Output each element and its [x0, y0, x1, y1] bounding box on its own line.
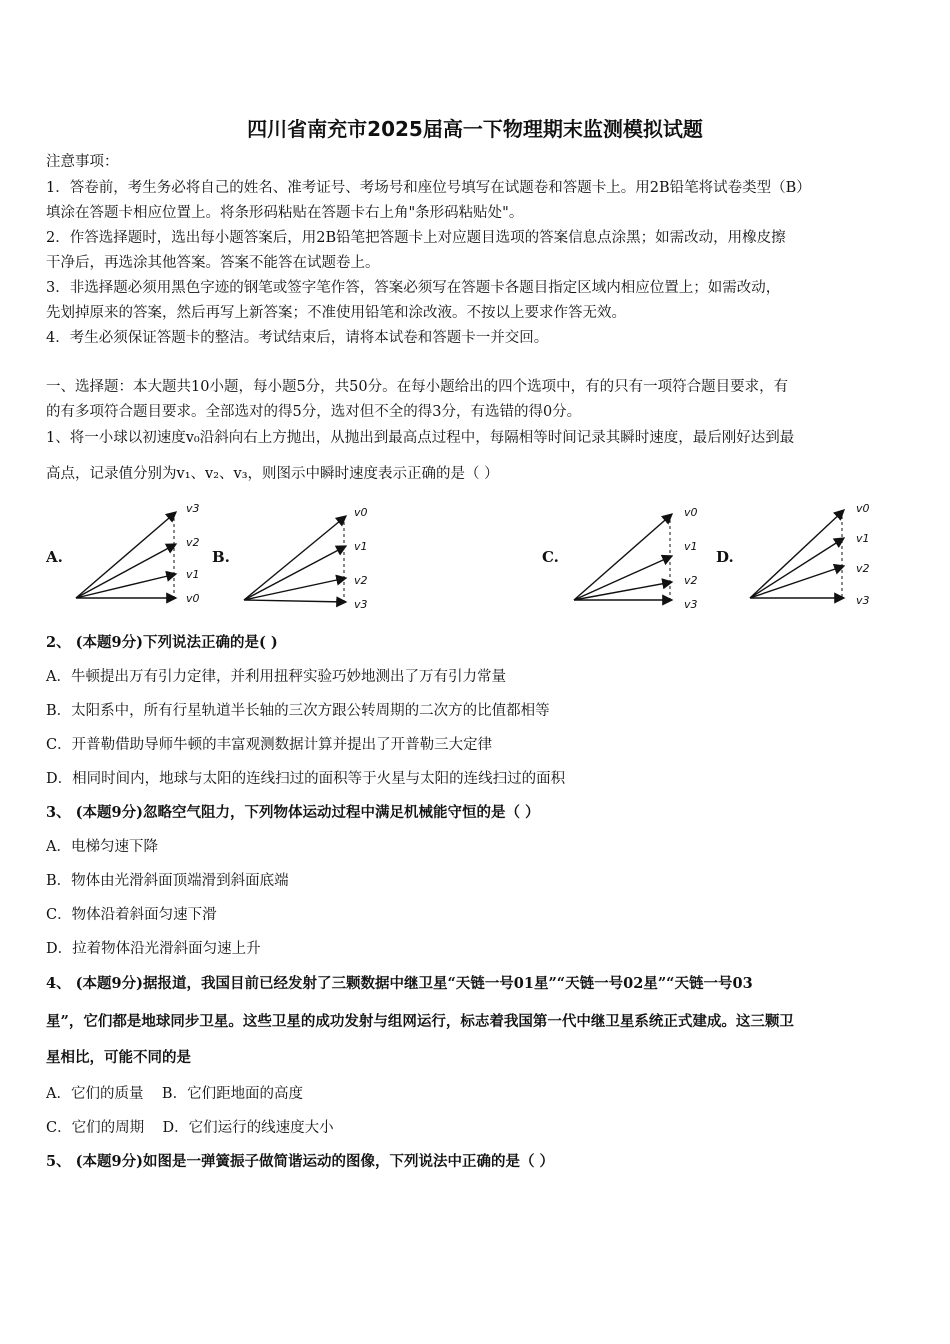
question-2-option: A．牛顿提出万有引力定律，并利用扭秤实验巧妙地测出了万有引力常量 [46, 669, 506, 685]
vector-label: v1 [354, 540, 368, 553]
question-3-option: D．拉着物体沿光滑斜面匀速上升 [46, 941, 261, 957]
question-3-option: C．物体沿着斜面匀速下滑 [46, 907, 217, 923]
notes-line: 1．答卷前，考生务必将自己的姓名、准考证号、考场号和座位号填写在试题卷和答题卡上。用2B铅笔将试卷类型（B） [46, 180, 811, 196]
vector-label: v1 [186, 568, 200, 581]
option-a-label: A. [46, 548, 63, 566]
vector-label: v1 [684, 540, 698, 553]
vector-label: v0 [186, 592, 200, 605]
question-4-stem: 星相比，可能不同的是 [46, 1049, 191, 1066]
question-3-stem: 3、 (本题9分)忽略空气阻力，下列物体运动过程中满足机械能守恒的是（ ） [46, 804, 540, 821]
vector-label: v3 [684, 598, 698, 611]
notes-heading: 注意事项： [46, 154, 119, 170]
vector-diagram-b [238, 502, 378, 614]
notes-line: 4．考生必须保证答题卡的整洁。考试结束后，请将本试卷和答题卡一并交回。 [46, 330, 549, 346]
vector-diagram-a [70, 498, 210, 610]
vector-label: v2 [684, 574, 698, 587]
question-1-stem: 1、将一小球以初速度v₀沿斜向右上方抛出，从抛出到最高点过程中，每隔相等时间记录其瞬时速度，最后刚好达到最 [46, 430, 795, 446]
question-2-option: B．太阳系中，所有行星轨道半长轴的三次方跟公转周期的二次方的比值都相等 [46, 703, 550, 719]
question-4-stem: 星”，它们都是地球同步卫星。这些卫星的成功发射与组网运行，标志着我国第一代中继卫星系统正式建成。这三颗卫 [46, 1013, 794, 1030]
vector-diagram-c [568, 500, 708, 612]
option-b-label: B. [212, 548, 230, 566]
section-instructions: 一、选择题：本大题共10小题，每小题5分，共50分。在每小题给出的四个选项中，有的只有一项符合题目要求，有 [46, 379, 789, 395]
vector-label: v3 [354, 598, 368, 611]
option-d-label: D. [716, 548, 734, 566]
question-2-stem: 2、 (本题9分)下列说法正确的是( ) [46, 634, 278, 651]
notes-line: 3．非选择题必须用黑色字迹的钢笔或签字笔作答，答案必须写在答题卡各题目指定区域内相应位置上；如需改动， [46, 280, 781, 296]
question-4-stem: 4、 (本题9分)据报道，我国目前已经发射了三颗数据中继卫星“天链一号01星”“天链一号02星”“天链一号03 [46, 975, 753, 992]
notes-line: 干净后，再选涂其他答案。答案不能答在试题卷上。 [46, 255, 380, 271]
question-4-option: C．它们的周期 D．它们运行的线速度大小 [46, 1120, 334, 1136]
vector-label: v0 [856, 502, 870, 515]
question-3-option: B．物体由光滑斜面顶端滑到斜面底端 [46, 873, 289, 889]
vector-label: v2 [354, 574, 368, 587]
notes-line: 2．作答选择题时，选出每小题答案后，用2B铅笔把答题卡上对应题目选项的答案信息点涂黑；如需改动，用橡皮擦 [46, 230, 786, 246]
question-2-option: C．开普勒借助导师牛顿的丰富观测数据计算并提出了开普勒三大定律 [46, 737, 493, 753]
notes-line: 先划掉原来的答案，然后再写上新答案；不准使用铅笔和涂改液。不按以上要求作答无效。 [46, 305, 626, 321]
vector-label: v1 [856, 532, 870, 545]
vector-label: v0 [354, 506, 368, 519]
page-title: 四川省南充市2025届高一下物理期末监测模拟试题 [247, 117, 703, 141]
question-3-option: A．电梯匀速下降 [46, 839, 158, 855]
notes-line: 填涂在答题卡相应位置上。将条形码粘贴在答题卡右上角"条形码粘贴处"。 [46, 205, 524, 221]
vector-label: v2 [186, 536, 200, 549]
vector-diagram-d [744, 498, 884, 610]
vector-label: v0 [684, 506, 698, 519]
question-1-stem: 高点，记录值分别为v₁、v₂、v₃，则图示中瞬时速度表示正确的是（ ） [46, 466, 499, 482]
vector-label: v3 [186, 502, 200, 515]
question-5-stem: 5、 (本题9分)如图是一弹簧振子做简谐运动的图像，下列说法中正确的是（ ） [46, 1153, 554, 1170]
vector-label: v3 [856, 594, 870, 607]
vector-label: v2 [856, 562, 870, 575]
option-c-label: C. [542, 548, 559, 566]
section-instructions: 的有多项符合题目要求。全部选对的得5分，选对但不全的得3分，有选错的得0分。 [46, 404, 582, 420]
question-2-option: D．相同时间内，地球与太阳的连线扫过的面积等于火星与太阳的连线扫过的面积 [46, 771, 566, 787]
question-4-option: A．它们的质量 B．它们距地面的高度 [46, 1086, 304, 1102]
